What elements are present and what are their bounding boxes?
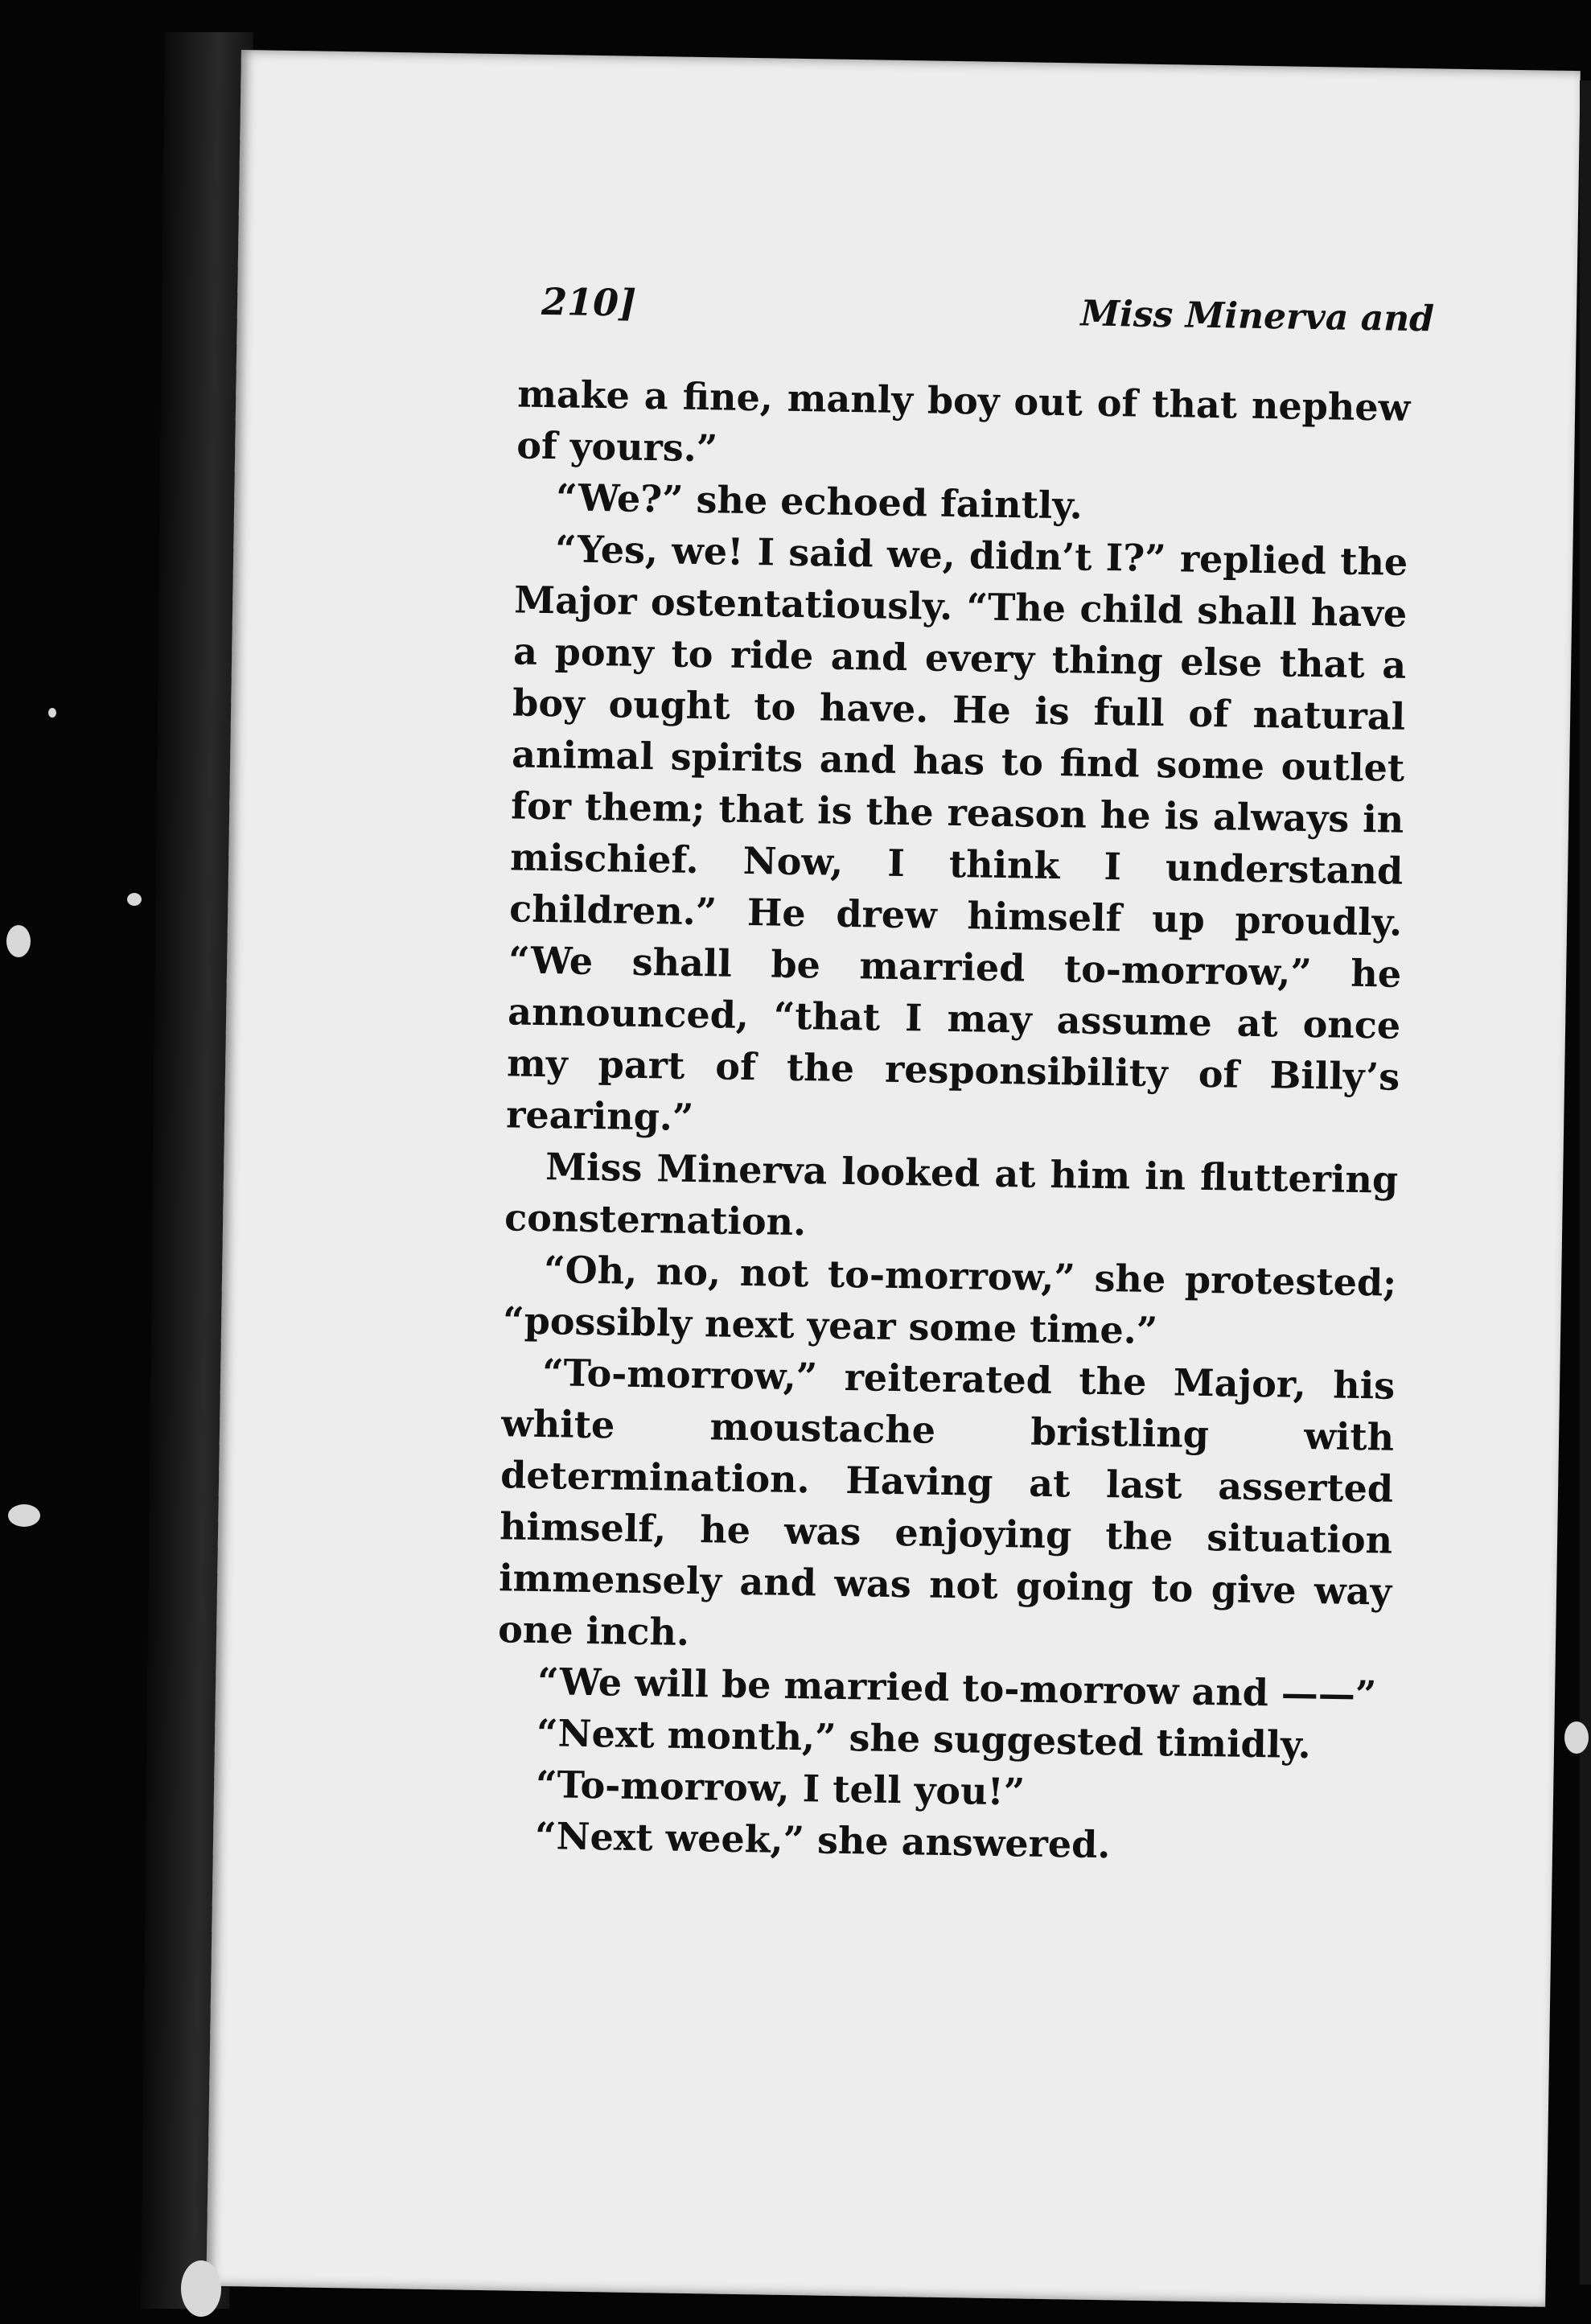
- paragraph-7: “We will be married to-morrow and ——”: [536, 1660, 1377, 1717]
- book-page: [206, 50, 1580, 2307]
- dust-speck: [127, 893, 142, 906]
- paragraph-2: “We?” she echoed faintly.: [555, 475, 1083, 528]
- dust-speck: [181, 2260, 221, 2317]
- paragraph-4: Miss Minerva looked at him in fluttering consternation.: [504, 1145, 1399, 1244]
- running-head: [541, 280, 1434, 358]
- dust-speck: [6, 925, 31, 957]
- paragraph-5: “Oh, no, not to-morrow,” she protested; “possibly next year some time.”: [502, 1248, 1397, 1353]
- page-content: [206, 50, 1580, 2307]
- body-text: [495, 368, 1411, 1874]
- paragraph-9: “To-morrow, I tell you!”: [535, 1763, 1026, 1814]
- paragraph-10: “Next week,” she answered.: [534, 1814, 1111, 1867]
- paragraph-3: “Yes, we! I said we, didn’t I?” replied the Major ostentatiously. “The child shall have a pony to ride and every thing else that a boy ought to have. He is full of natural animal spirits and has to find some outlet for them; that is the reason he is always in mischief. Now, I think I understand children.” He drew himself up proudly. “We shall be married to-morrow,” he announced, “that I may assume at once my part of the responsibility of Billy’s rearing.”: [505, 527, 1408, 1139]
- page-right-edge: [1580, 80, 1591, 2285]
- running-title: Miss Minerva and: [1080, 293, 1435, 340]
- page-number: 210]: [541, 279, 637, 325]
- paragraph-6: “To-morrow,” reiterated the Major, his white moustache bristling with determination. Having at last asserted himself, he was enjoying the situation immensely and was not going to give way one inch.: [497, 1351, 1396, 1654]
- dust-speck: [8, 1504, 40, 1527]
- paragraph-8: “Next month,” she suggested timidly.: [536, 1711, 1312, 1767]
- dust-speck: [1564, 1721, 1589, 1754]
- paragraph-1: make a fine, manly boy out of that nephew of yours.”: [516, 372, 1411, 471]
- dust-speck: [48, 708, 56, 718]
